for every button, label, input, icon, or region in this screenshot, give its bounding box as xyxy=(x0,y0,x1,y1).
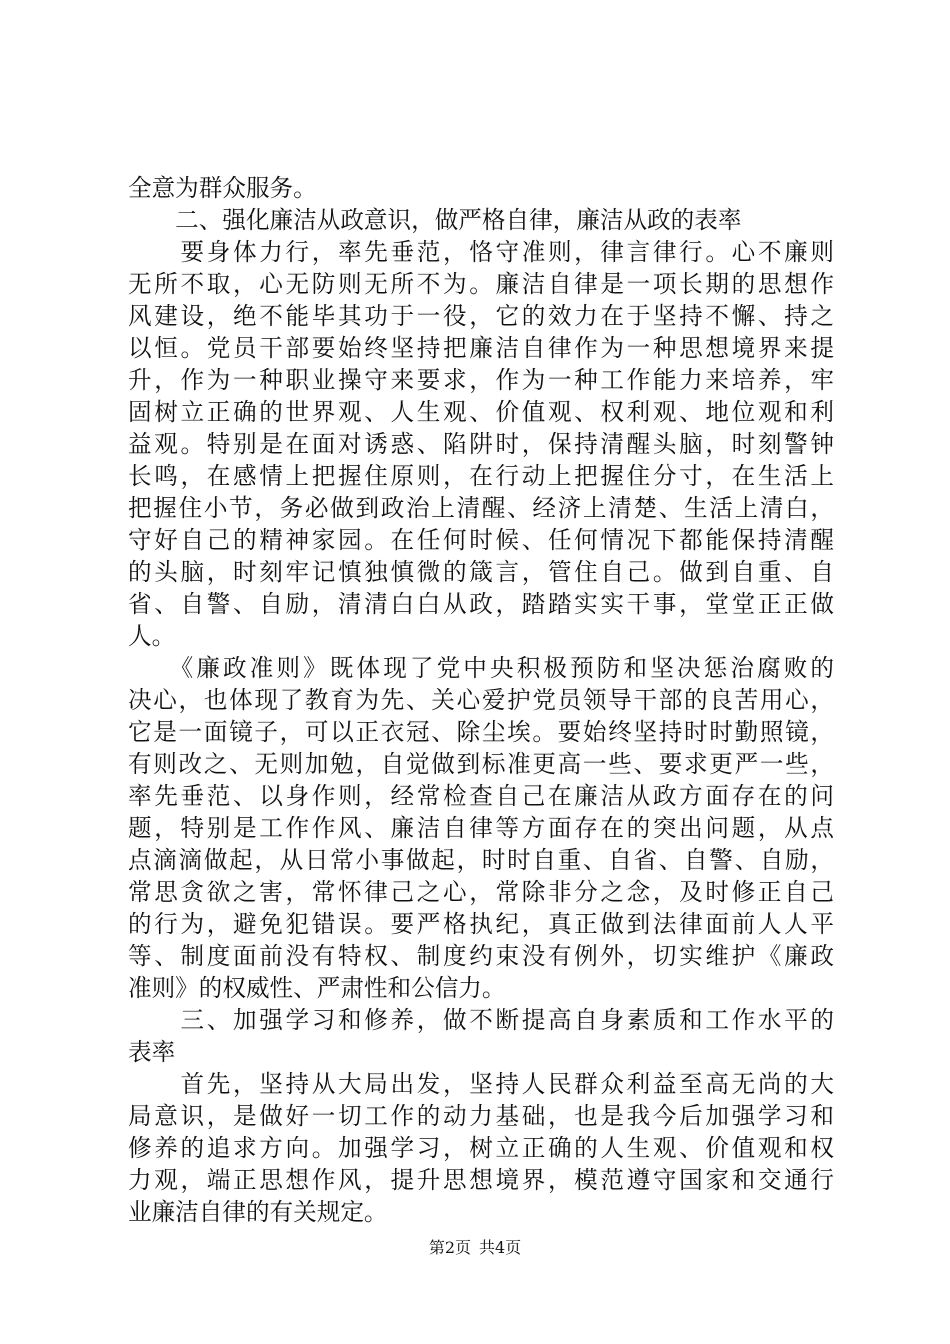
text-line: 的行为，避免犯错误。要严格执纪，真正做到法律面前人人平 xyxy=(128,910,834,938)
text-line: 固树立正确的世界观、人生观、价值观、权利观、地位观和利 xyxy=(128,398,834,426)
section-heading: 二、强化廉洁从政意识，做严格自律，廉洁从政的表率 xyxy=(128,206,742,234)
page-number-total: 共4页 xyxy=(479,1238,522,1257)
text-line: 的头脑，时刻牢记慎独慎微的箴言，管住自己。做到自重、自 xyxy=(128,558,834,586)
text-line: 升，作为一种职业操守来要求，作为一种工作能力来培养，牢 xyxy=(128,366,834,394)
text-line: 无所不取，心无防则无所不为。廉洁自律是一项长期的思想作 xyxy=(128,270,834,298)
text-line: 决心，也体现了教育为先、关心爱护党员领导干部的良苦用心， xyxy=(128,686,834,714)
page-number-current: 第2页 xyxy=(428,1238,471,1257)
text-line: 等、制度面前没有特权、制度约束没有例外，切实维护《廉政 xyxy=(128,942,834,970)
text-line: 首先，坚持从大局出发，坚持人民群众利益至高无尚的大 xyxy=(128,1070,834,1098)
text-line: 《廉政准则》既体现了党中央积极预防和坚决惩治腐败的 xyxy=(128,654,834,682)
text-line: 把握住小节，务必做到政治上清醒、经济上清楚、生活上清白， xyxy=(128,494,834,522)
text-line: 全意为群众服务。 xyxy=(128,174,317,202)
text-line: 守好自己的精神家园。在任何时候、任何情况下都能保持清醒 xyxy=(128,526,834,554)
text-line: 准则》的权威性、严肃性和公信力。 xyxy=(128,974,506,1002)
text-line: 要身体力行，率先垂范，恪守准则，律言律行。心不廉则 xyxy=(128,238,834,266)
section-heading: 表率 xyxy=(128,1038,176,1066)
text-line: 它是一面镜子，可以正衣冠、除尘埃。要始终坚持时时勤照镜， xyxy=(128,718,834,746)
text-line: 常思贪欲之害，常怀律己之心，常除非分之念，及时修正自己 xyxy=(128,878,834,906)
text-line: 业廉洁自律的有关规定。 xyxy=(128,1198,388,1226)
document-body xyxy=(128,172,834,1228)
text-line: 人。 xyxy=(128,622,176,650)
page-footer xyxy=(0,1238,950,1258)
text-line: 风建设，绝不能毕其功于一役，它的效力在于坚持不懈、持之 xyxy=(128,302,834,330)
section-heading: 三、加强学习和修养，做不断提高自身素质和工作水平的 xyxy=(128,1006,834,1034)
text-line: 以恒。党员干部要始终坚持把廉洁自律作为一种思想境界来提 xyxy=(128,334,834,362)
text-line: 长鸣，在感情上把握住原则，在行动上把握住分寸，在生活上 xyxy=(128,462,834,490)
text-line: 修养的追求方向。加强学习，树立正确的人生观、价值观和权 xyxy=(128,1134,834,1162)
text-line: 题，特别是工作作风、廉洁自律等方面存在的突出问题，从点 xyxy=(128,814,834,842)
text-line: 有则改之、无则加勉，自觉做到标准更高一些、要求更严一些， xyxy=(128,750,834,778)
text-line: 益观。特别是在面对诱惑、陷阱时，保持清醒头脑，时刻警钟 xyxy=(128,430,834,458)
text-line: 力观，端正思想作风，提升思想境界，模范遵守国家和交通行 xyxy=(128,1166,834,1194)
text-line: 省、自警、自励，清清白白从政，踏踏实实干事，堂堂正正做 xyxy=(128,590,834,618)
text-line: 率先垂范、以身作则，经常检查自己在廉洁从政方面存在的问 xyxy=(128,782,834,810)
text-line: 点滴滴做起，从日常小事做起，时时自重、自省、自警、自励， xyxy=(128,846,834,874)
text-line: 局意识，是做好一切工作的动力基础，也是我今后加强学习和 xyxy=(128,1102,834,1130)
